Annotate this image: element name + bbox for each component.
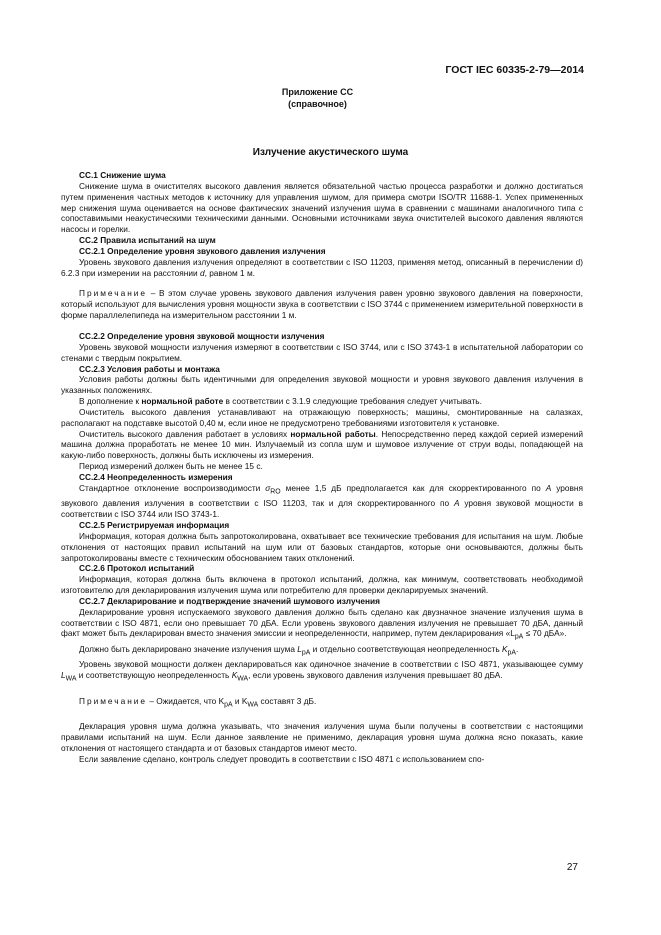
standard-number: ГОСТ IEC 60335-2-79—2014: [445, 64, 584, 76]
paragraph-cc22: Уровень звуковой мощности излучения измеряют в соответствии с ISO 3744, или с ISO 3743-1 в испытательной лаборатории со стенами с твердым покрытием.: [61, 341, 583, 363]
paragraph-cc23-4: [61, 429, 583, 462]
note-label: Примечание: [79, 695, 148, 706]
text-run: уровня звуковой мощности в соответствии с ISO 3744 или ISO 3743-1.: [61, 498, 583, 520]
section-heading-cc22: СС.2.2 Определение уровня звуковой мощности излучения: [79, 330, 325, 341]
bold-term: нормальной работе: [141, 396, 224, 407]
paragraph-cc27-1: [61, 607, 583, 644]
text-run: , если уровень звукового давления излучения превышает 80 дБА.: [248, 670, 503, 681]
note-label: Примечание: [79, 288, 148, 299]
symbol-subscript: pA: [301, 649, 311, 657]
symbol-subscript: WA: [247, 701, 259, 709]
text-run: Уровень звуковой мощности должен декларироваться как одиночное значение в соответствии с ISO 4871, указывающее сумму: [79, 659, 583, 670]
annex-subtitle: (справочное): [288, 99, 347, 109]
symbol-k: K: [501, 643, 508, 654]
spacer: [61, 711, 583, 721]
page-number: 27: [566, 862, 578, 873]
paragraph-cc26: Информация, которая должна быть включена в протокол испытаний, должна, как минимум, соответствовать необходимой изготовителю для декларирования излучения шума или потребителю для проверки декларируемых значений.: [61, 574, 583, 596]
text-run: , равном 1 м.: [204, 267, 255, 278]
symbol-subscript: pA: [514, 634, 524, 642]
symbol-l: L: [297, 643, 302, 654]
spacer: [61, 278, 583, 288]
text-run: ≤ 70 дБА».: [523, 628, 567, 639]
section-heading-cc23: СС.2.3 Условия работы и монтажа: [79, 363, 220, 374]
paragraph-declaration-2: Если заявление сделано, контроль следует проводить в соответствии с ISO 4871 с использованием спо-: [79, 753, 485, 764]
note-text: – В этом случае уровень звукового давления излучения равен уровню звукового давления на поверхности, который используют для вычисления уровня мощности звука в соответствии с ISO 3744 с применением измерительной поверхности в форме параллелепипеда на измерительном расстоянии 1 м.: [61, 288, 583, 321]
section-heading-cc1: СС.1 Снижение шума: [79, 170, 166, 180]
text-run: Декларирование уровня испускаемого звукового давления должно быть сделано как двузначное значение излучения шума в соответствии с ISO 4871, если оно превышает 70 дБА. Если уровень звукового давления излучения не превышает 70 дБА, данный факт может быть декларирован вместо значения эмиссии и неопределенности, например, путем декларирования «L: [61, 606, 583, 639]
symbol-k: K: [231, 670, 238, 681]
paragraph-cc1: Снижение шума в очистителях высокого давления является обязательной частью процесса разработки и должно достигаться путем применения частных методов к источнику для управления шумом, для примера смотри ISO/TR 11688-1. Успех примененных мер снижения шума оценивается на основе фактических значений излучения шума в сравнении с машинами аналогичного типа с сопоставимыми неакустическими техническими данными. Основными источниками звука очистителей высокого давления являются насосы и горелки.: [61, 180, 583, 235]
symbol-subscript: pA: [224, 701, 233, 709]
paragraph-cc25: Информация, которая должна быть запротоколирована, охватывает все технические требования для испытания на шум. Любые отклонения от настоящих правил испытаний на шум или от базовых стандартов, которые они основываются, должны быть запротоколированы вместе с техническим обоснованием таких отклонений.: [61, 530, 583, 563]
text-run: и отдельно соответствующая неопределенность: [310, 643, 502, 654]
text-run: Стандартное отклонение воспроизводимости: [79, 482, 266, 493]
text-run: – Ожидается, что K: [147, 695, 225, 706]
section-heading-cc26: СС.2.6 Протокол испытаний: [79, 563, 195, 574]
section-heading-cc21: СС.2.1 Определение уровня звукового давления излучения: [79, 245, 326, 256]
symbol-sigma: σ: [265, 482, 271, 493]
symbol-a: А: [453, 498, 460, 509]
bold-term: нормальной работы: [290, 428, 376, 439]
main-title: Излучение акустического шума: [252, 147, 409, 158]
text-run: .: [515, 643, 519, 654]
text-run: и K: [232, 695, 248, 706]
paragraph-cc27-3: [61, 659, 583, 685]
paragraph-cc23-5: Период измерений должен быть не менее 15 с.: [79, 461, 263, 472]
text-run: и соответствующую неопределенность: [76, 670, 232, 681]
section-heading-cc27: СС.2.7 Декларирование и подтверждение значений шумового излучения: [79, 595, 380, 606]
text-run: Очиститель высокого давления работает в условиях: [79, 428, 291, 439]
symbol-l: L: [61, 670, 66, 681]
paragraph-cc24: [61, 483, 583, 520]
spacer: [61, 686, 583, 696]
symbol-subscript: WA: [237, 675, 249, 683]
symbol-subscript: WA: [65, 675, 77, 683]
symbol-a: А: [545, 482, 552, 493]
symbol-subscript: pA: [507, 649, 516, 657]
spacer: [61, 321, 583, 331]
text-run: Уровень звукового давления излучения определяют в соответствии с ISO 11203, применяя метод, описанный в перечислении d) 6.2.3 при измерении на расстоянии: [61, 256, 583, 278]
note-2: [61, 696, 583, 712]
text-run: . Непосредственно перед каждой серией измерений машина должна проработать не менее 10 мин. Излучаемый из сопла шум и шумовое излучение от струи воды, попадающей на какую-либо поверхность, должны быть исключены из измерения.: [61, 428, 583, 461]
text-run: В дополнение к: [79, 396, 142, 407]
symbol-subscript: RO: [270, 488, 281, 496]
section-heading-cc25: СС.2.5 Регистрируемая информация: [79, 519, 230, 530]
text-run: Должно быть декларировано значение излучения шума: [79, 643, 298, 654]
paragraph-cc27-2: [61, 644, 583, 660]
paragraph-cc23-1: Условия работы должны быть идентичными для определения звуковой мощности и уровня звукового давления излучения в указанных положениях.: [61, 374, 583, 396]
document-body: [61, 170, 583, 765]
paragraph-cc21: [61, 257, 583, 279]
section-heading-cc2: СС.2 Правила испытаний на шум: [79, 235, 216, 246]
symbol-d: d: [199, 267, 205, 278]
paragraph-cc23-3: Очиститель высокого давления устанавливают на отражающую поверхность; машины, смонтированные на салазках, располагают на подставке высотой 0,40 м, если иное не предусмотрено требованиями изготовителя к установке.: [61, 406, 583, 428]
annex-title: Приложение СС: [281, 87, 354, 97]
paragraph-cc23-2: [61, 396, 583, 407]
text-run: составят 3 дБ.: [258, 695, 317, 706]
paragraph-declaration-1: Декларация уровня шума должна указывать, что значения излучения шума были получены в соответствии с настоящими правилами испытаний на шум. Если данное заявление не применимо, декларация уровня шума должна ясно показать, какие отклонения от настоящего стандарта и от базовых стандартов имеют место.: [61, 721, 583, 753]
text-run: менее 1,5 дБ предполагается как для скорректированного по: [280, 482, 546, 493]
section-heading-cc24: СС.2.4 Неопределенность измерения: [79, 471, 233, 482]
text-run: в соответствии с 3.1.9 следующие требования следует учитывать.: [223, 396, 482, 407]
note-1: [61, 288, 583, 321]
text-run: уровня звукового давления излучения в соответствии с ISO 11203, так и для скорректированного по: [61, 482, 583, 509]
